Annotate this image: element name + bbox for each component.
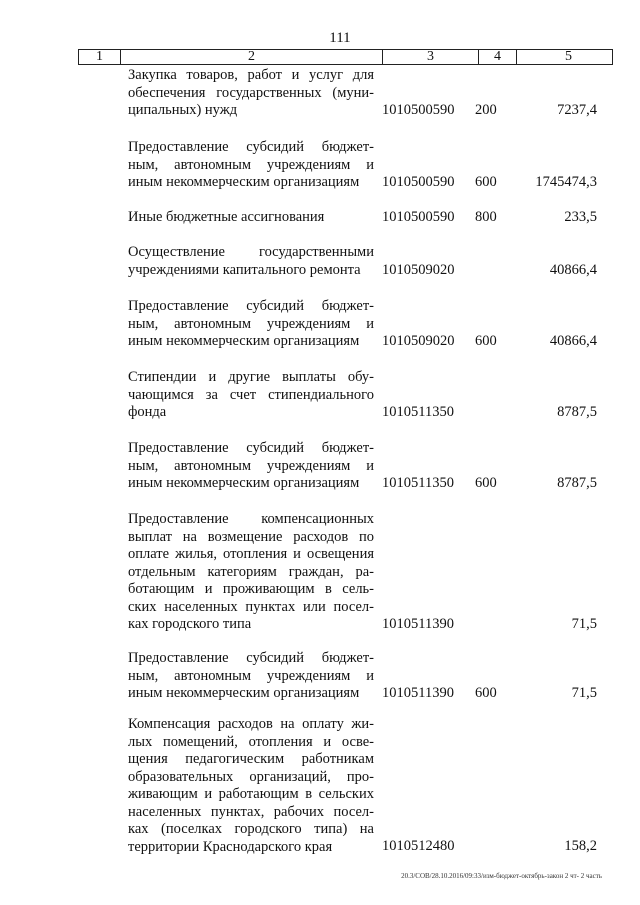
row-code: 1010500590 <box>382 209 455 225</box>
row-code: 1010500590 <box>382 174 455 190</box>
column-header-3: 3 <box>383 50 479 65</box>
row-expense-type: 200 <box>475 102 497 118</box>
row-description: Предоставление субсидий бюджет-ным, автономным учреждениям и иным некоммерческим организациям <box>128 298 374 349</box>
column-header-5: 5 <box>517 50 613 65</box>
row-expense-type: 600 <box>475 685 497 701</box>
row-description: Предоставление компенсационных выплат на возмещение расходов по оплате жилья, отопления и освещения отдельным категориям граждан, ра-ботающим и проживающим в сель-ских населенных пунктах или посел-ках городского типа <box>128 511 374 632</box>
row-description: Стипендии и другие выплаты обу-чающимся за счет стипендиального фонда <box>128 369 374 420</box>
row-code: 1010509020 <box>382 333 455 349</box>
row-code: 1010511390 <box>382 616 454 632</box>
column-header-4: 4 <box>479 50 517 65</box>
row-amount: 8787,5 <box>557 404 597 420</box>
row-code: 1010512480 <box>382 838 455 854</box>
row-amount: 71,5 <box>571 616 597 632</box>
row-amount: 40866,4 <box>549 333 597 349</box>
row-amount: 7237,4 <box>557 102 597 118</box>
row-code: 1010509020 <box>382 262 455 278</box>
row-code: 1010511390 <box>382 685 454 701</box>
row-code: 1010500590 <box>382 102 455 118</box>
row-amount: 233,5 <box>564 209 597 225</box>
column-header-row <box>78 49 613 65</box>
column-header-2: 2 <box>121 50 383 65</box>
row-amount: 40866,4 <box>549 262 597 278</box>
row-expense-type: 600 <box>475 174 497 190</box>
page-number: 111 <box>329 30 351 46</box>
row-amount: 8787,5 <box>557 475 597 491</box>
row-description: Иные бюджетные ассигнования <box>128 209 325 225</box>
row-amount: 158,2 <box>564 838 597 854</box>
row-code: 1010511350 <box>382 404 454 420</box>
row-amount: 71,5 <box>571 685 597 701</box>
row-description: Закупка товаров, работ и услуг для обеспечения государственных (муни-ципальных) нужд <box>128 67 374 118</box>
row-expense-type: 600 <box>475 475 497 491</box>
row-amount: 1745474,3 <box>535 174 597 190</box>
column-header-1: 1 <box>79 50 121 65</box>
row-description: Компенсация расходов на оплату жи-лых помещений, отопления и осве-щения педагогическим работникам образовательных организаций, про-живающим и работающим в сельских населенных пунктах, рабочих посел-ках (поселках городского типа) на территории Краснодарского края <box>128 716 374 855</box>
row-description: Осуществление государственными учреждениями капитального ремонта <box>128 244 374 278</box>
row-code: 1010511350 <box>382 475 454 491</box>
row-expense-type: 600 <box>475 333 497 349</box>
row-description: Предоставление субсидий бюджет-ным, автономным учреждениям и иным некоммерческим организациям <box>128 650 374 701</box>
row-expense-type: 800 <box>475 209 497 225</box>
row-description: Предоставление субсидий бюджет-ным, автономным учреждениям и иным некоммерческим организациям <box>128 139 374 190</box>
document-footer: 20.3/СОВ/28.10.2016/09:33/изм-бюджет-октябрь-закон 2 чт- 2 часть <box>401 872 602 880</box>
row-description: Предоставление субсидий бюджет-ным, автономным учреждениям и иным некоммерческим организациям <box>128 440 374 491</box>
